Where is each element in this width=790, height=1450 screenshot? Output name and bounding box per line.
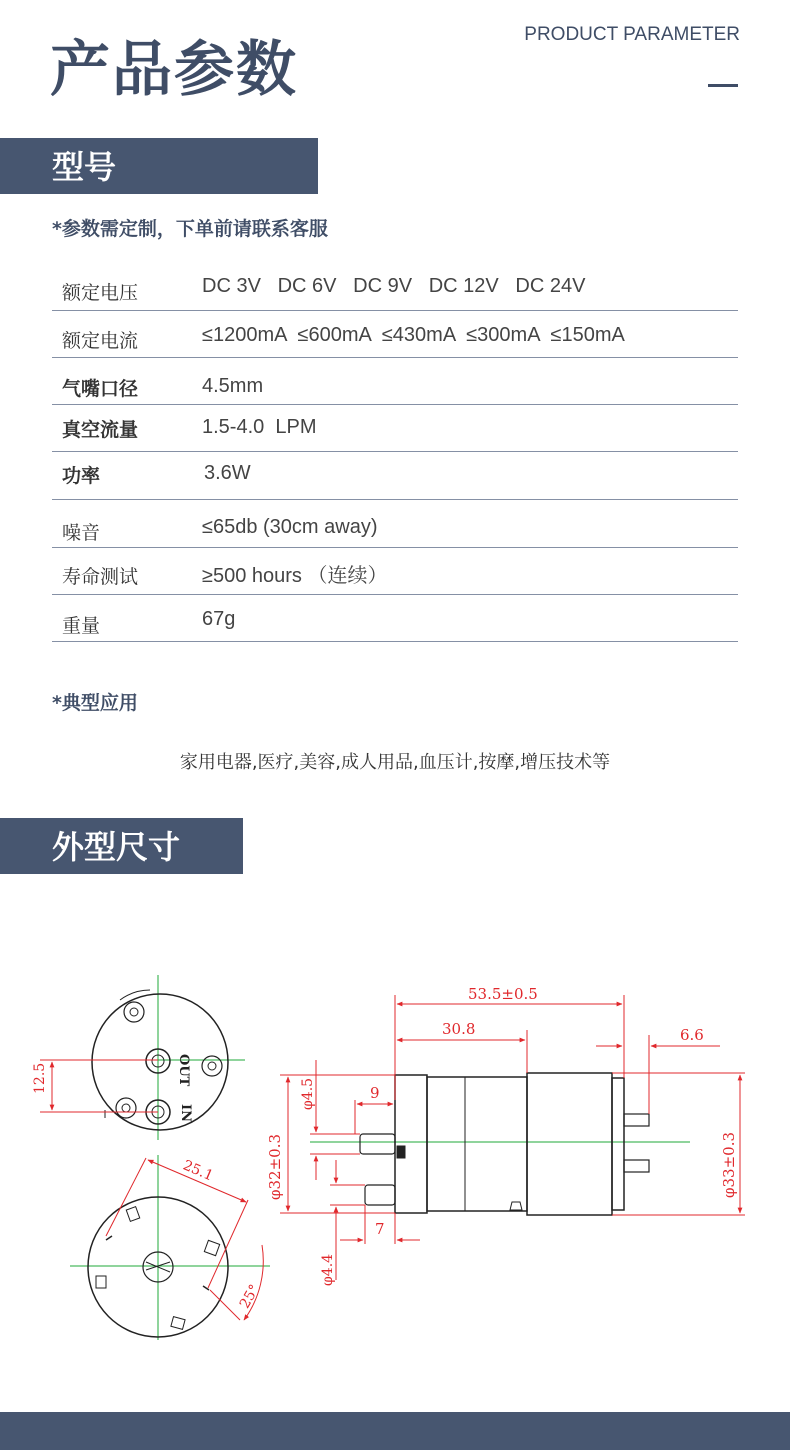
pump-side-view — [310, 1073, 690, 1215]
outlet-label: OUT — [176, 1054, 191, 1087]
dimension-25-1-text: 25.1 — [180, 1157, 216, 1185]
spec-value: ≤1200mA ≤600mA ≤430mA ≤300mA ≤150mA — [202, 324, 625, 346]
spec-value: ≤65db (30cm away) — [202, 516, 378, 538]
section-header-dimensions: 外型尺寸 — [0, 818, 243, 874]
spec-row-rated-voltage — [52, 262, 738, 311]
spec-label: 重量 — [62, 615, 101, 637]
dimension-12-5-text: 12.5 — [32, 1062, 48, 1094]
spec-value: 1.5-4.0 LPM — [202, 416, 317, 438]
spec-row-weight — [52, 595, 738, 642]
spec-value: 67g — [202, 608, 236, 630]
spec-label: 额定电流 — [62, 330, 139, 352]
spec-row-rated-current — [52, 311, 738, 358]
spec-value: DC 3V DC 6V DC 9V DC 12V DC 24V — [202, 275, 586, 297]
page-subtitle-en: PRODUCT PARAMETER — [524, 24, 740, 45]
spec-label: 功率 — [62, 465, 101, 487]
spec-label: 气嘴口径 — [62, 378, 139, 400]
mounting-face-view — [70, 1155, 270, 1340]
end-cap-view — [55, 975, 245, 1140]
footer-bar — [0, 1412, 790, 1450]
dimension-25-deg-text: 25° — [236, 1281, 264, 1312]
spec-value: ≥500 hours （连续） — [202, 565, 388, 587]
section-header-model: 型号 — [0, 138, 318, 194]
spec-row-lifetime-test — [52, 548, 738, 595]
dimension-12-5 — [40, 1060, 158, 1112]
spec-label: 寿命测试 — [62, 566, 139, 588]
dimension-drawing — [0, 940, 790, 1340]
dimension-4-5-text: φ4.5 — [300, 1077, 316, 1110]
dimension-53-5-text: 53.5±0.5 — [468, 985, 538, 1003]
spec-label: 额定电压 — [62, 282, 139, 304]
spec-row-power — [52, 452, 738, 500]
inlet-label: IN — [178, 1104, 193, 1122]
dimension-6-6-text: 6.6 — [680, 1026, 704, 1044]
spec-row-nozzle-diameter — [52, 358, 738, 405]
dimension-top-lengths — [395, 995, 720, 1114]
spec-value: 4.5mm — [202, 375, 264, 397]
customization-note: *参数需定制，下单前请联系客服 — [52, 218, 328, 240]
dimension-32-text: φ32±0.3 — [266, 1133, 284, 1200]
dimension-25-1 — [106, 1158, 263, 1320]
application-text: 家用电器,医疗,美容,成人用品,血压计,按摩,增压技术等 — [179, 752, 611, 773]
spec-row-noise — [52, 500, 738, 548]
dimension-33-text: φ33±0.3 — [720, 1131, 738, 1198]
dimension-9-text: 9 — [370, 1084, 380, 1102]
spec-label: 真空流量 — [62, 419, 139, 441]
dimension-diameters — [280, 1060, 745, 1280]
spec-value: 3.6W — [204, 462, 251, 484]
application-title: *典型应用 — [52, 692, 138, 714]
spec-label: 噪音 — [62, 522, 101, 544]
dimension-4-4-text: φ4.4 — [320, 1253, 336, 1286]
spec-row-vacuum-flow — [52, 405, 738, 452]
dimension-30-8-text: 30.8 — [442, 1020, 476, 1038]
dimension-7-text: 7 — [375, 1220, 385, 1238]
page-title: 产品参数 — [50, 35, 298, 105]
title-dash-divider — [708, 84, 738, 87]
